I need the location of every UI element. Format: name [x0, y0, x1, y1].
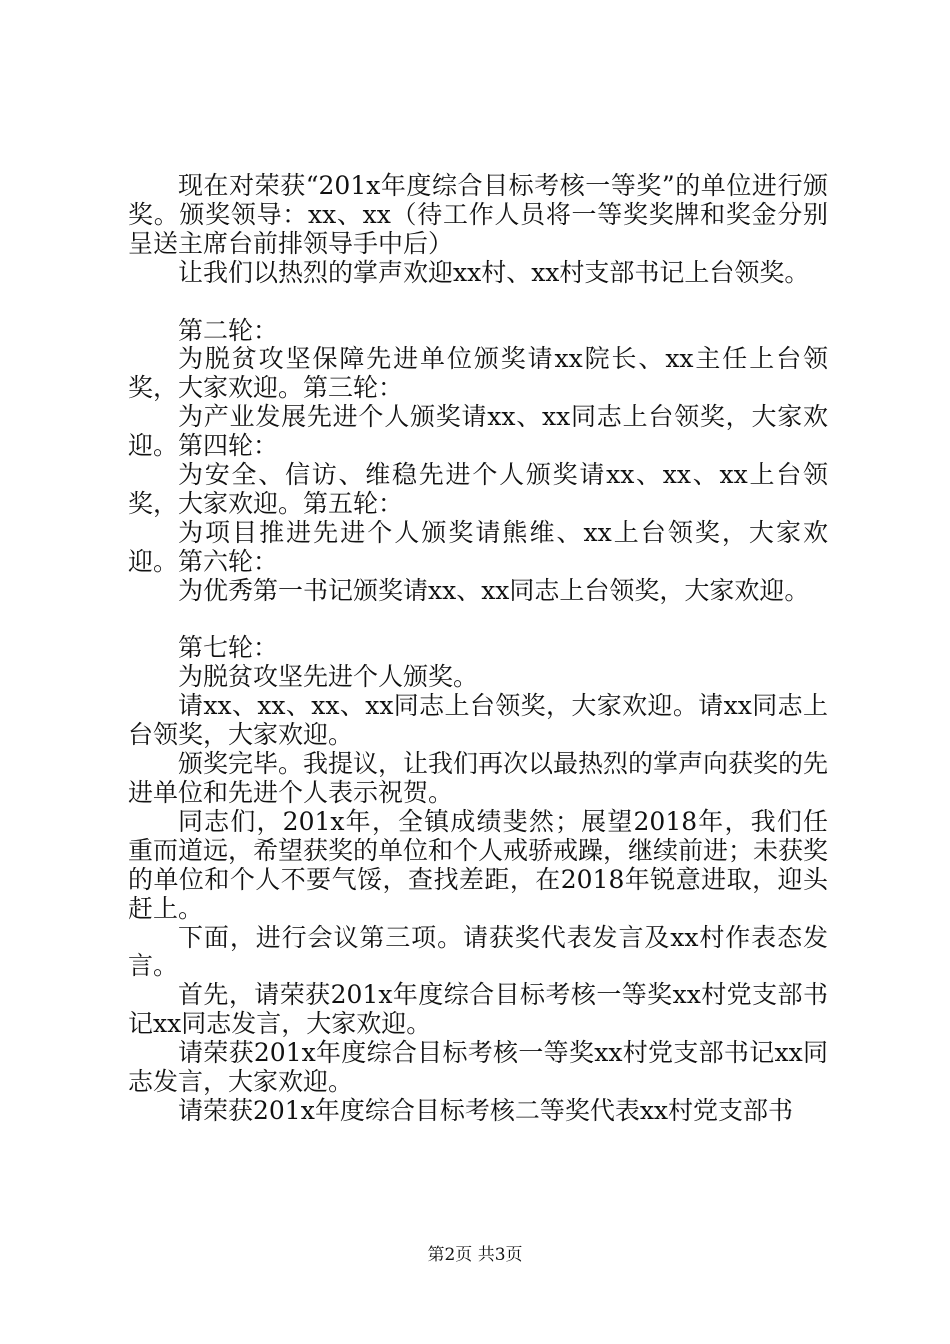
paragraph: 请荣获201x年度综合目标考核一等奖xx村党支部书记xx同志发言，大家欢迎。 — [128, 1038, 828, 1097]
paragraph: 为脱贫攻坚先进个人颁奖。 — [178, 662, 479, 692]
blank-line — [128, 288, 828, 317]
paragraph: 首先，请荣获201x年度综合目标考核一等奖xx村党支部书记xx同志发言，大家欢迎。 — [128, 980, 828, 1039]
paragraph: 为产业发展先进个人颁奖请xx、xx同志上台领奖，大家欢迎。第四轮： — [128, 402, 828, 461]
paragraph: 现在对荣获“201x年度综合目标考核一等奖”的单位进行颁奖。颁奖领导：xx、xx（待工作人员将一等奖奖牌和奖金分别呈送主席台前排领导手中后） — [128, 171, 828, 258]
paragraph: 下面，进行会议第三项。请获奖代表发言及xx村作表态发言。 — [128, 922, 828, 981]
paragraph: 请xx、xx、xx、xx同志上台领奖，大家欢迎。请xx同志上台领奖，大家欢迎。 — [128, 691, 828, 750]
page-footer: 第2页 共3页 — [427, 1245, 523, 1265]
paragraph: 颁奖完毕。我提议，让我们再次以最热烈的掌声向获奖的先进单位和先进个人表示祝贺。 — [128, 749, 829, 807]
paragraph: 为优秀第一书记颁奖请xx、xx同志上台领奖，大家欢迎。 — [178, 575, 810, 605]
paragraph: 为项目推进先进个人颁奖请熊维、xx上台领奖，大家欢迎。第六轮： — [128, 517, 828, 576]
document-body — [128, 172, 828, 1126]
paragraph: 请荣获201x年度综合目标考核二等奖代表xx村党支部书 — [178, 1095, 794, 1125]
paragraph: 让我们以热烈的掌声欢迎xx村、xx村支部书记上台领奖。 — [178, 257, 810, 287]
paragraph: 为安全、信访、维稳先进个人颁奖请xx、xx、xx上台领奖，大家欢迎。第五轮： — [128, 460, 828, 518]
paragraph: 为脱贫攻坚保障先进单位颁奖请xx院长、xx主任上台领奖，大家欢迎。第三轮： — [128, 344, 828, 403]
blank-line — [128, 606, 828, 635]
section-heading: 第二轮： — [178, 315, 279, 345]
paragraph: 同志们，201x年，全镇成绩斐然；展望2018年，我们任重而道远，希望获奖的单位和个人戒骄戒躁，继续前进；未获奖的单位和个人不要气馁，查找差距，在2018年锐意进取，迎头赶上。 — [128, 806, 829, 923]
section-heading: 第七轮： — [178, 633, 279, 663]
